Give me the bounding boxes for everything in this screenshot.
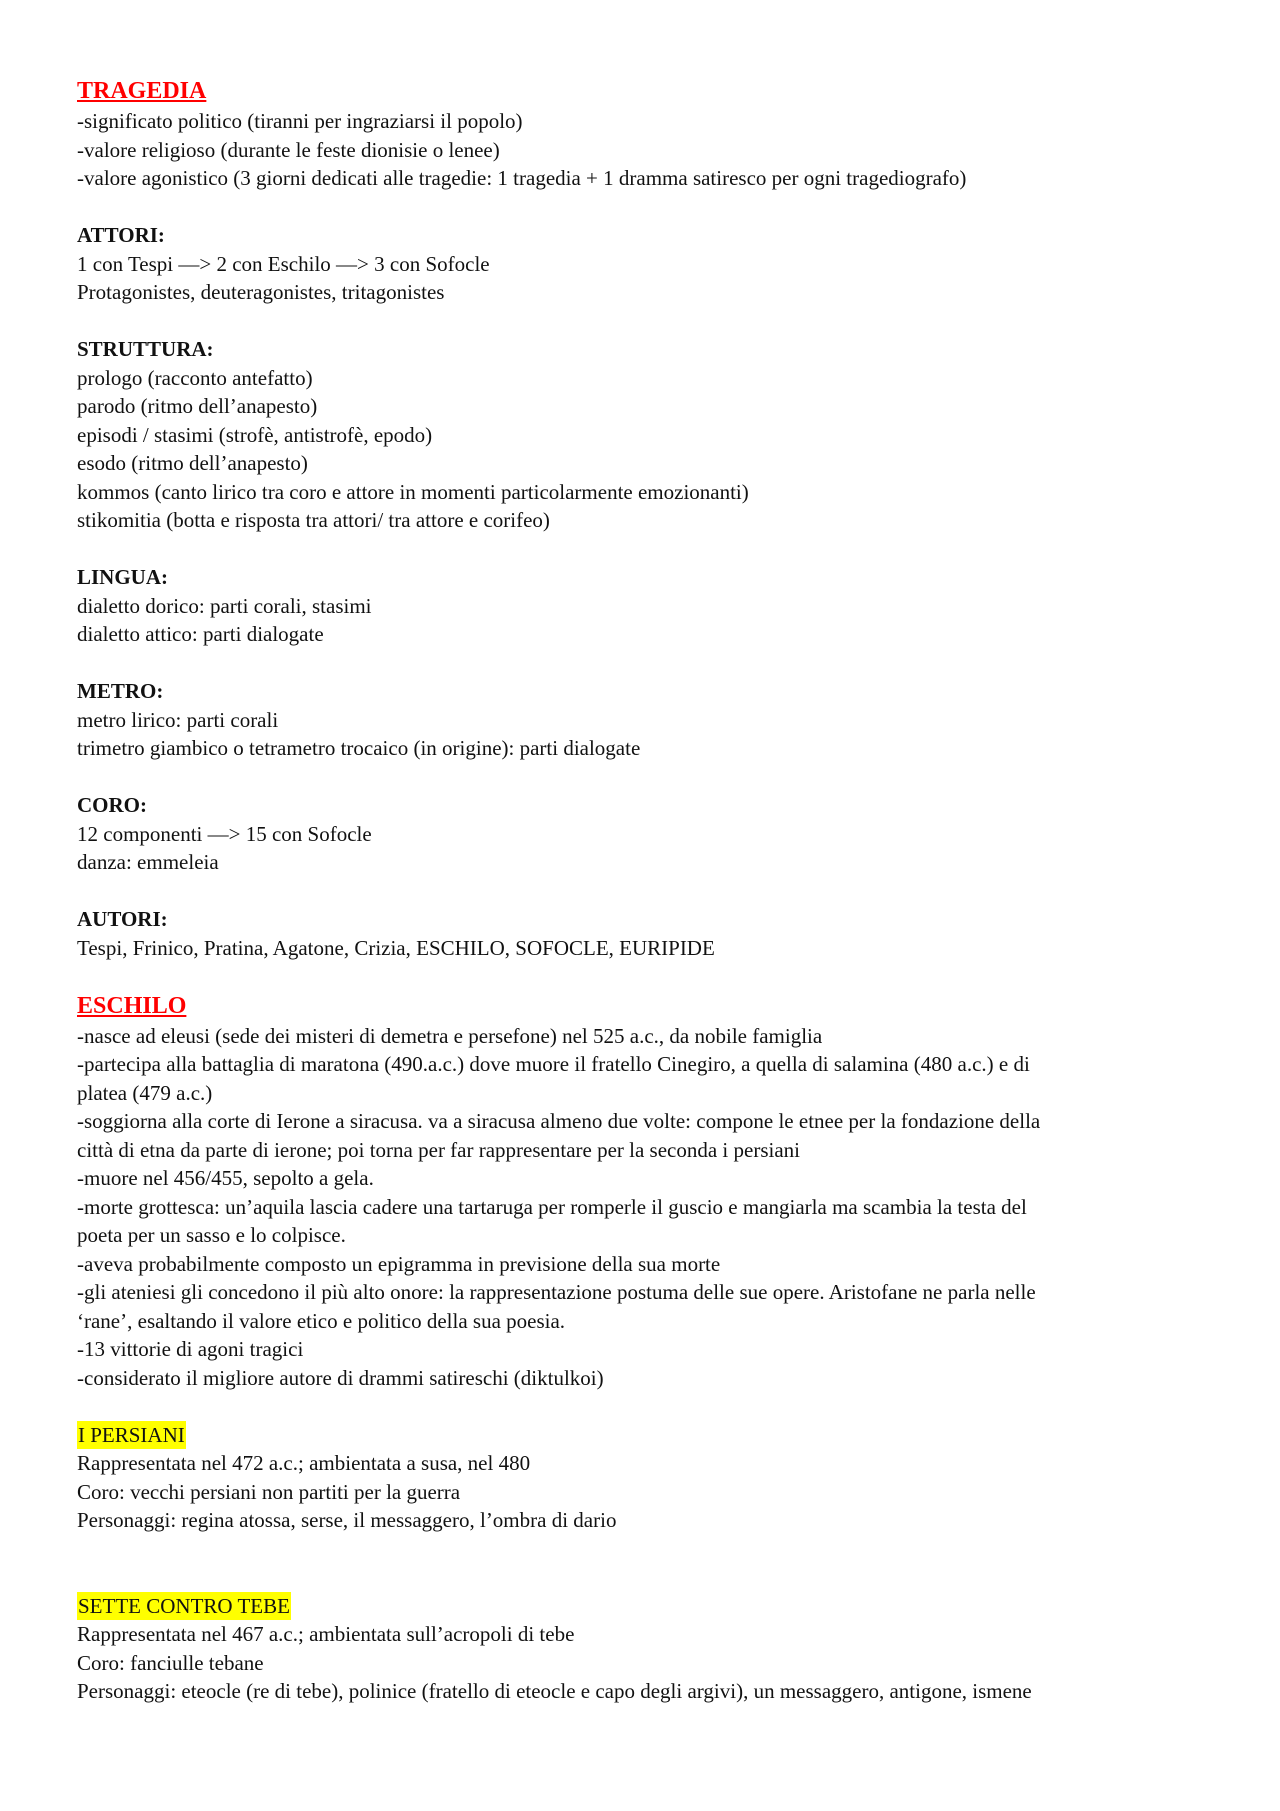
text-line: dialetto attico: parti dialogate bbox=[77, 622, 324, 646]
text-line: Personaggi: eteocle (re di tebe), polinice (fratello di eteocle e capo degli argivi), un messaggero, antigone, ismene bbox=[77, 1679, 1032, 1703]
spacer bbox=[77, 877, 1197, 906]
text-line: ‘rane’, esaltando il valore etico e politico della sua poesia. bbox=[77, 1308, 566, 1333]
spacer bbox=[77, 535, 1197, 564]
section-metro bbox=[77, 677, 1197, 763]
spacer bbox=[77, 193, 1197, 222]
text-line: -soggiorna alla corte di Ierone a siracusa. va a siracusa almeno due volte: compone le etnee per la fondazione della bbox=[77, 1109, 1041, 1133]
text-line: -considerato il migliore autore di drammi satireschi (diktulkoi) bbox=[77, 1365, 604, 1390]
text-line: -gli ateniesi gli concedono il più alto onore: la rappresentazione postuma delle sue opere. Aristofane ne parla nelle bbox=[77, 1280, 1036, 1304]
section-title-coro: CORO: bbox=[77, 793, 147, 817]
text-line: trimetro giambico o tetrametro trocaico (in origine): parti dialogate bbox=[77, 736, 641, 760]
text-line: -partecipa alla battaglia di maratona (490.a.c.) dove muore il fratello Cinegiro, a quella di salamina (480 a.c.) e di bbox=[77, 1052, 1030, 1076]
text-line: -valore religioso (durante le feste dionisie o lenee) bbox=[77, 137, 500, 162]
text-line: poeta per un sasso e lo colpisce. bbox=[77, 1223, 346, 1247]
spacer bbox=[77, 1563, 1197, 1592]
text-line: -significato politico (tiranni per ingraziarsi il popolo) bbox=[77, 109, 523, 133]
text-line: Personaggi: regina atossa, serse, il messaggero, l’ombra di dario bbox=[77, 1508, 617, 1532]
text-line: -nasce ad eleusi (sede dei misteri di demetra e persefone) nel 525 a.c., da nobile famiglia bbox=[77, 1023, 823, 1048]
text-line: città di etna da parte di ierone; poi torna per far rappresentare per la seconda i persiani bbox=[77, 1137, 800, 1162]
text-line: prologo (racconto antefatto) bbox=[77, 365, 313, 390]
spacer bbox=[77, 649, 1197, 678]
spacer bbox=[77, 962, 1197, 991]
spacer bbox=[77, 307, 1197, 336]
section-struttura bbox=[77, 335, 1197, 535]
text-line: Protagonistes, deuteragonistes, tritagonistes bbox=[77, 280, 445, 304]
text-line: 12 componenti —> 15 con Sofocle bbox=[77, 821, 372, 846]
section-title-lingua: LINGUA: bbox=[77, 565, 169, 589]
highlighted-title-sette: SETTE CONTRO TEBE bbox=[77, 1592, 291, 1621]
section-title-tragedia: TRAGEDIA bbox=[77, 78, 207, 104]
text-line: dialetto dorico: parti corali, stasimi bbox=[77, 593, 372, 618]
text-line: platea (479 a.c.) bbox=[77, 1080, 213, 1105]
text-line: esodo (ritmo dell’anapesto) bbox=[77, 451, 308, 475]
text-line: -valore agonistico (3 giorni dedicati alle tragedie: 1 tragedia + 1 dramma satiresco per ogni tragediografo) bbox=[77, 166, 967, 190]
text-line: Coro: vecchi persiani non partiti per la guerra bbox=[77, 1479, 461, 1504]
text-line: metro lirico: parti corali bbox=[77, 707, 279, 732]
document-page bbox=[77, 76, 1197, 1706]
text-line: Coro: fanciulle tebane bbox=[77, 1650, 264, 1675]
section-eschilo bbox=[77, 991, 1197, 1393]
text-line: -aveva probabilmente composto un epigramma in previsione della sua morte bbox=[77, 1251, 721, 1276]
text-line: parodo (ritmo dell’anapesto) bbox=[77, 394, 318, 418]
text-line: -muore nel 456/455, sepolto a gela. bbox=[77, 1166, 374, 1190]
section-sette-contro-tebe bbox=[77, 1592, 1197, 1706]
text-line: Tespi, Frinico, Pratina, Agatone, Crizia, ESCHILO, SOFOCLE, EURIPIDE bbox=[77, 935, 715, 960]
text-line: -13 vittorie di agoni tragici bbox=[77, 1337, 304, 1361]
text-line: Rappresentata nel 467 a.c.; ambientata sull’acropoli di tebe bbox=[77, 1622, 575, 1646]
text-line: -morte grottesca: un’aquila lascia cadere una tartaruga per romperle il guscio e mangiarla ma scambia la testa del bbox=[77, 1194, 1027, 1219]
section-title-autori: AUTORI: bbox=[77, 907, 168, 931]
section-attori bbox=[77, 221, 1197, 307]
section-title-eschilo: ESCHILO bbox=[77, 992, 187, 1019]
section-title-attori: ATTORI: bbox=[77, 223, 165, 247]
section-title-struttura: STRUTTURA: bbox=[77, 337, 214, 361]
highlighted-title-persiani: I PERSIANI bbox=[77, 1421, 186, 1450]
text-line: 1 con Tespi —> 2 con Eschilo —> 3 con Sofocle bbox=[77, 251, 490, 276]
section-persiani bbox=[77, 1421, 1197, 1535]
text-line: danza: emmeleia bbox=[77, 850, 219, 874]
spacer bbox=[77, 763, 1197, 792]
section-autori bbox=[77, 905, 1197, 962]
section-tragedia bbox=[77, 76, 1197, 193]
section-title-metro: METRO: bbox=[77, 679, 164, 703]
spacer bbox=[77, 1535, 1197, 1564]
text-line: stikomitia (botta e risposta tra attori/ tra attore e corifeo) bbox=[77, 508, 550, 532]
text-line: Rappresentata nel 472 a.c.; ambientata a susa, nel 480 bbox=[77, 1451, 531, 1475]
spacer bbox=[77, 1392, 1197, 1421]
section-lingua bbox=[77, 563, 1197, 649]
text-line: kommos (canto lirico tra coro e attore in momenti particolarmente emozionanti) bbox=[77, 479, 749, 504]
section-coro bbox=[77, 791, 1197, 877]
text-line: episodi / stasimi (strofè, antistrofè, epodo) bbox=[77, 422, 433, 447]
